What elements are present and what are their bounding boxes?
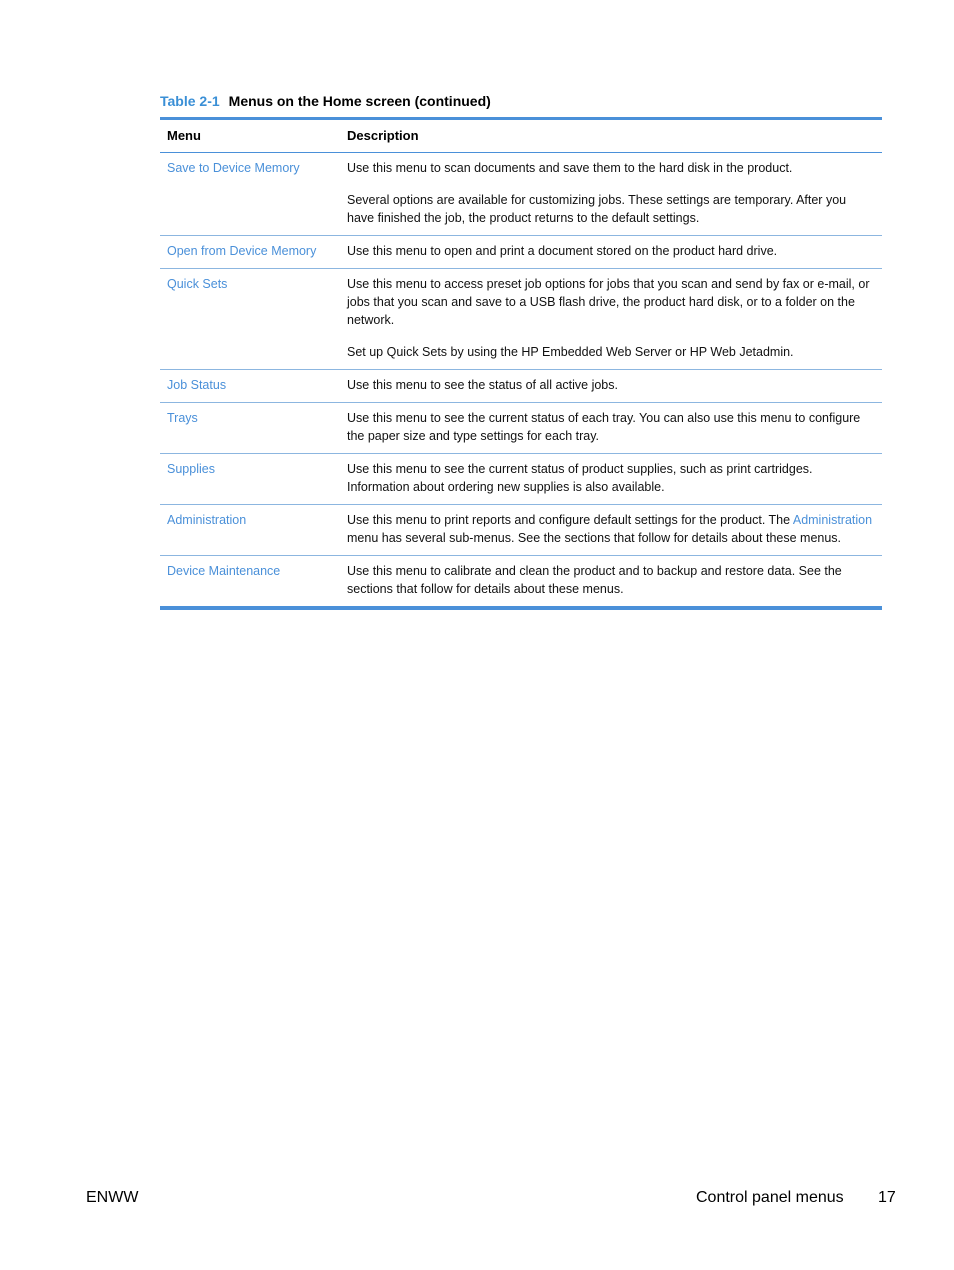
- description-cell: [340, 269, 882, 370]
- table-row: [160, 370, 882, 403]
- menu-link-quick-sets[interactable]: Quick Sets: [160, 269, 340, 370]
- description-text: Use this menu to see the status of all active jobs.: [347, 378, 618, 392]
- table-row: [160, 153, 882, 236]
- description-text: Use this menu to see the current status of each tray. You can also use this menu to configure the paper size and type settings for each tray.: [347, 411, 861, 443]
- table-row: [160, 505, 882, 556]
- description-text-before: Use this menu to print reports and configure default settings for the product. The: [347, 513, 793, 527]
- menu-link-administration[interactable]: Administration: [160, 505, 340, 556]
- description-text: Several options are available for customizing jobs. These settings are temporary. After you have finished the job, the product returns to the default settings.: [347, 193, 847, 225]
- footer-page-number: 17: [878, 1189, 896, 1206]
- administration-inline-link[interactable]: Administration: [792, 513, 873, 527]
- footer-enww: ENWW: [86, 1189, 139, 1206]
- table-row: [160, 403, 882, 454]
- description-cell: [340, 556, 882, 609]
- table-row: [160, 454, 882, 505]
- description-cell: [340, 236, 882, 269]
- table-title: Menus on the Home screen (continued): [228, 93, 491, 109]
- description-text: Set up Quick Sets by using the HP Embedded Web Server or HP Web Jetadmin.: [347, 345, 794, 359]
- description-text-after: menu has several sub-menus. See the sections that follow for details about these menus.: [347, 531, 842, 545]
- table-row: [160, 269, 882, 370]
- menu-link-save-to-device-memory[interactable]: Save to Device Memory: [160, 153, 340, 236]
- description-cell: [340, 403, 882, 454]
- description-text: Use this menu to calibrate and clean the product and to backup and restore data. See the sections that follow for details about these menus.: [347, 564, 842, 596]
- table-row: [160, 556, 882, 609]
- column-header-menu: Menu: [160, 119, 340, 153]
- description-text: Use this menu to open and print a document stored on the product hard drive.: [347, 244, 778, 258]
- menu-link-trays[interactable]: Trays: [160, 403, 340, 454]
- table-row: [160, 236, 882, 269]
- description-cell: [340, 153, 882, 236]
- description-text: Use this menu to see the current status of product supplies, such as print cartridges. Information about ordering new supplies is also available.: [347, 462, 813, 494]
- table-header-row: [160, 119, 882, 153]
- column-header-description: Description: [340, 119, 882, 153]
- description-cell: [340, 505, 882, 556]
- menus-table: [160, 117, 882, 610]
- menu-link-job-status[interactable]: Job Status: [160, 370, 340, 403]
- description-cell: [340, 370, 882, 403]
- footer-section-title: Control panel menus: [696, 1189, 844, 1206]
- menu-link-supplies[interactable]: Supplies: [160, 454, 340, 505]
- description-text: Use this menu to access preset job options for jobs that you scan and send by fax or e-mail, or jobs that you scan and save to a USB flash drive, the product hard disk, or to a folder on the network.: [347, 277, 870, 327]
- description-text: Use this menu to scan documents and save them to the hard disk in the product.: [347, 161, 793, 175]
- description-text: [347, 511, 876, 547]
- table-number: Table 2-1: [160, 93, 220, 109]
- menu-link-open-from-device-memory[interactable]: Open from Device Memory: [160, 236, 340, 269]
- menu-link-device-maintenance[interactable]: Device Maintenance: [167, 564, 281, 578]
- description-cell: [340, 454, 882, 505]
- table-caption: [160, 93, 491, 109]
